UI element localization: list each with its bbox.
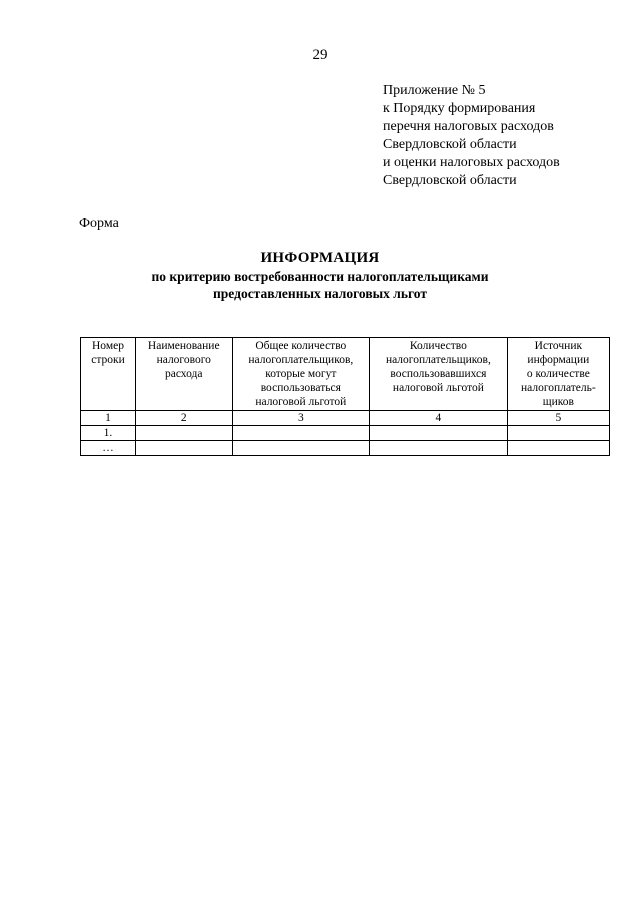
title-block: [0, 248, 640, 302]
document-title: ИНФОРМАЦИЯ: [260, 250, 380, 266]
header-line: налоговой льготой: [392, 382, 484, 394]
appendix-line: перечня налоговых расходов: [383, 119, 554, 134]
header-line: Источник: [534, 340, 583, 352]
header-line: воспользовавшихся: [390, 368, 487, 380]
table-cell: 1.: [81, 426, 136, 441]
header-line: которые могут: [265, 368, 337, 380]
header-line: Наименование: [147, 340, 220, 352]
appendix-line: Свердловской области: [383, 137, 517, 152]
column-number: 4: [370, 411, 508, 426]
header-total-taxpayers: [232, 338, 370, 411]
page-number: 29: [312, 47, 328, 63]
header-line: налогоплательщиков,: [248, 354, 354, 366]
column-number: 5: [507, 411, 609, 426]
appendix-line: Приложение № 5: [383, 83, 486, 98]
table-cell: [370, 426, 508, 441]
header-line: налогоплатель-: [521, 382, 596, 394]
header-line: щиков: [542, 396, 574, 408]
table-cell: [135, 426, 232, 441]
header-line: Количество: [409, 340, 467, 352]
header-expense-name: [135, 338, 232, 411]
table-cell: [507, 426, 609, 441]
appendix-line: и оценки налоговых расходов: [383, 155, 560, 170]
appendix-line: Свердловской области: [383, 173, 517, 188]
header-line: Общее количество: [255, 340, 347, 352]
table-cell: [507, 441, 609, 456]
header-line: информации: [527, 354, 590, 366]
table-cell: [232, 426, 370, 441]
header-line: налоговой льготой: [255, 396, 347, 408]
table-row: [81, 441, 610, 456]
header-information-source: [507, 338, 609, 411]
table-cell: [135, 441, 232, 456]
form-label: Форма: [79, 216, 119, 231]
column-number: 3: [232, 411, 370, 426]
header-line: расхода: [164, 368, 203, 380]
column-number: 2: [135, 411, 232, 426]
table-numbering-row: [81, 411, 610, 426]
column-number: 1: [81, 411, 136, 426]
tax-benefit-table: [80, 337, 610, 456]
header-row-number: [81, 338, 136, 411]
appendix-block: [383, 82, 560, 190]
table-header-row: [81, 338, 610, 411]
header-line: воспользоваться: [260, 382, 341, 394]
header-line: строки: [91, 354, 125, 366]
table-cell: …: [81, 441, 136, 456]
header-line: налогового: [156, 354, 211, 366]
table-cell: [370, 441, 508, 456]
header-taxpayers-used: [370, 338, 508, 411]
table-row: [81, 426, 610, 441]
document-subtitle-line-2: предоставленных налоговых льгот: [213, 286, 427, 301]
document-subtitle-line-1: по критерию востребованности налогоплательщиками: [151, 269, 489, 284]
appendix-line: к Порядку формирования: [383, 101, 536, 116]
table-cell: [232, 441, 370, 456]
header-line: о количестве: [526, 368, 590, 380]
header-line: налогоплательщиков,: [385, 354, 491, 366]
header-line: Номер: [92, 340, 124, 352]
